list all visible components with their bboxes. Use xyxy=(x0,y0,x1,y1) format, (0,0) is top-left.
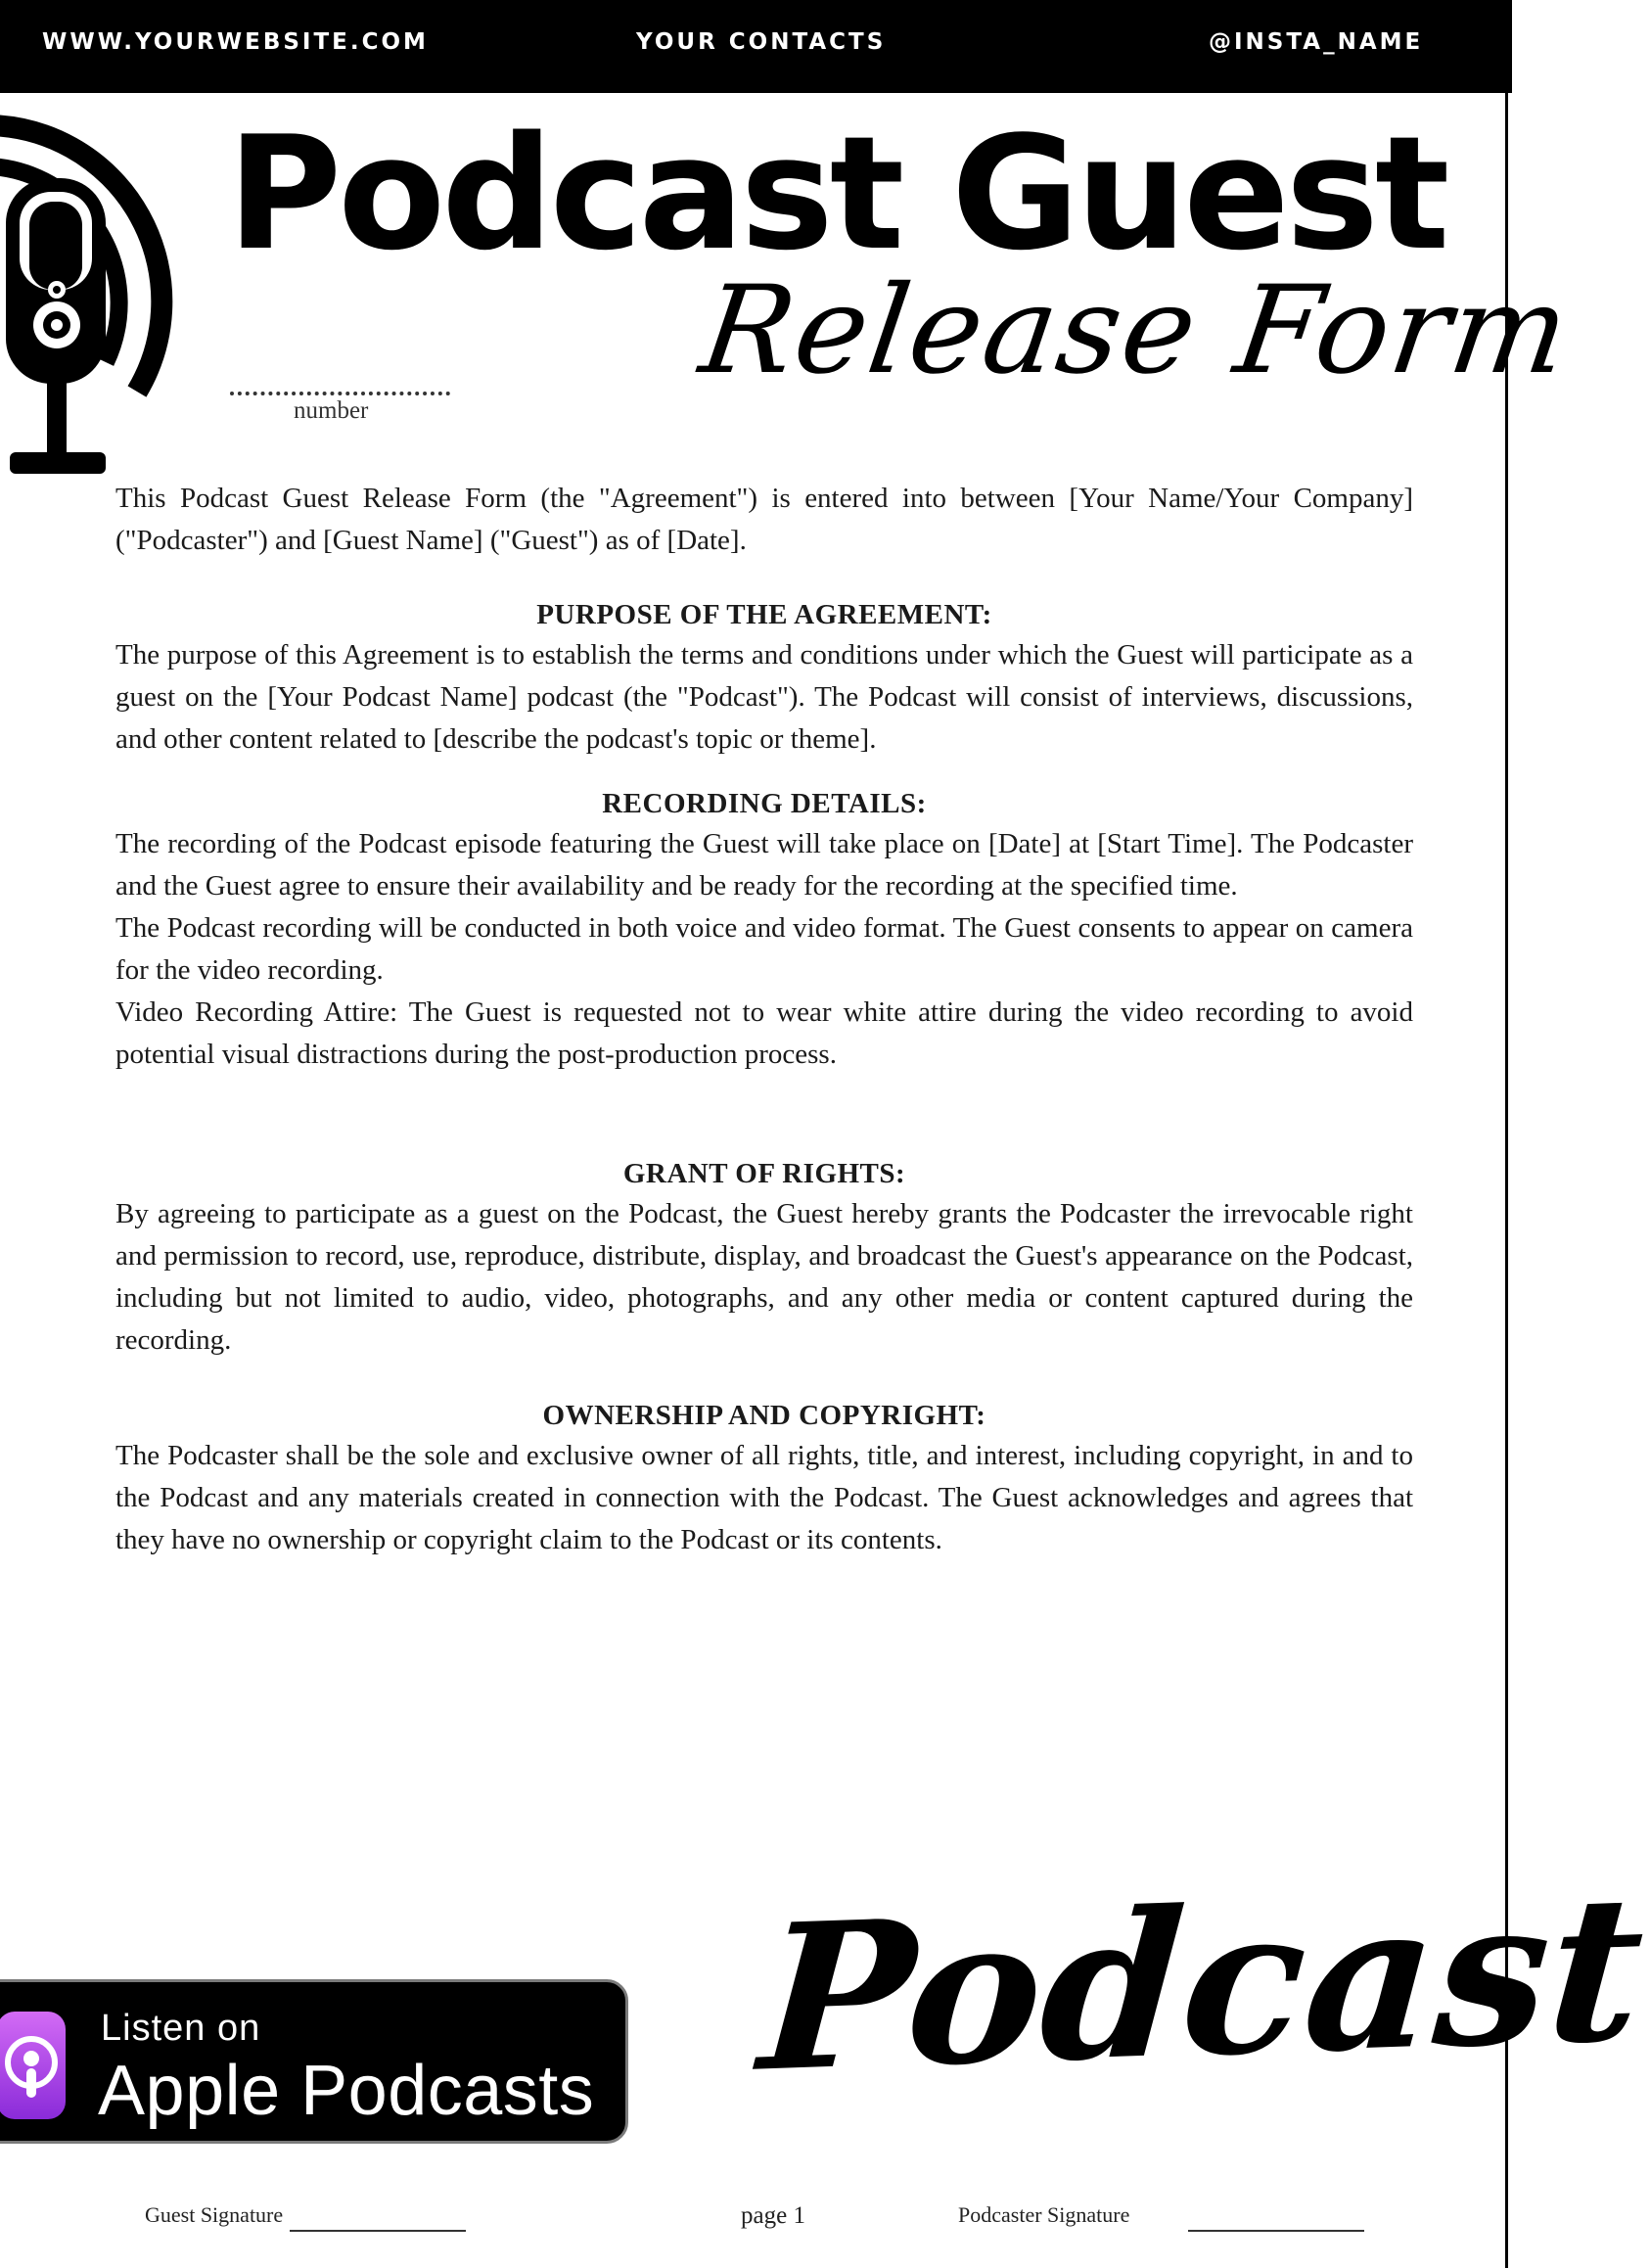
section-paragraph: The Podcaster shall be the sole and exclusive owner of all rights, title, and interest, including copyright, in and to the Podcast and any materials created in connection with the Podcast. The Guest acknowledges and agrees that they have no ownership or copyright claim to the Podcast or its contents. xyxy=(115,1440,1413,1555)
section-title: PURPOSE OF THE AGREEMENT: xyxy=(536,599,992,630)
insta-text: @INSTA_NAME xyxy=(1209,29,1424,55)
podcaster-signature-line[interactable] xyxy=(1188,2230,1364,2232)
contacts-text: YOUR CONTACTS xyxy=(636,29,887,55)
guest-signature-label: Guest Signature xyxy=(145,2202,284,2227)
section-paragraph: The purpose of this Agreement is to establish the terms and conditions under which the Guest will participate as a guest on the [Your Podcast Name] podcast (the "Podcast"). The Podcast will consist of interviews, discussions, and other content related to [describe the podcast's topic or theme]. xyxy=(115,639,1413,755)
section-body xyxy=(115,634,1413,761)
section-paragraph: Video Recording Attire: The Guest is requested not to wear white attire during the video recording to avoid potential visual distractions during the post-production process. xyxy=(115,996,1413,1070)
section-title: GRANT OF RIGHTS: xyxy=(622,1158,906,1189)
section-body xyxy=(115,823,1413,1076)
section-paragraph: The Podcast recording will be conducted in both voice and video format. The Guest consents to appear on camera for the video recording. xyxy=(115,912,1413,986)
podcaster-signature-label: Podcaster Signature xyxy=(958,2202,1130,2227)
section-body xyxy=(115,1435,1413,1561)
section-title: OWNERSHIP AND COPYRIGHT: xyxy=(542,1400,986,1431)
header-bar xyxy=(0,0,1512,93)
apple-podcasts-badge[interactable] xyxy=(0,1979,628,2144)
number-field-line[interactable] xyxy=(230,392,450,395)
apple-podcasts-icon xyxy=(0,2012,66,2119)
section-paragraph: By agreeing to participate as a guest on the Podcast, the Guest hereby grants the Podcaster the irrevocable right and permission to record, use, reproduce, distribute, display, and broadcast the Guest's appearance on the Podcast, including but not limited to audio, video, photographs, and any other media or content captured during the recording. xyxy=(115,1198,1413,1356)
page-subtitle: Release Form xyxy=(692,260,1580,401)
badge-big-text: Apple Podcasts xyxy=(98,2052,595,2130)
website-text: WWW.YOURWEBSITE.COM xyxy=(42,29,429,55)
podcast-script-logo: Podcast xyxy=(754,1851,1650,2117)
intro-paragraph: This Podcast Guest Release Form (the "Agreement") is entered into between [Your Name/Your Company] ("Podcaster") and [Guest Name] ("Guest") as of [Date]. xyxy=(115,483,1413,556)
section-paragraph: The recording of the Podcast episode featuring the Guest will take place on [Date] at [Start Time]. The Podcaster and the Guest agree to ensure their availability and be ready for the recording at the specified time. xyxy=(115,828,1413,902)
number-label: number xyxy=(294,397,369,424)
section-body xyxy=(115,1193,1413,1362)
page-title: Podcast Guest xyxy=(227,102,1446,285)
microphone-icon xyxy=(0,98,235,489)
page-number: page 1 xyxy=(741,2202,805,2229)
badge-small-text: Listen on xyxy=(101,2008,261,2049)
guest-signature-line[interactable] xyxy=(290,2230,466,2232)
section-title: RECORDING DETAILS: xyxy=(602,788,927,819)
